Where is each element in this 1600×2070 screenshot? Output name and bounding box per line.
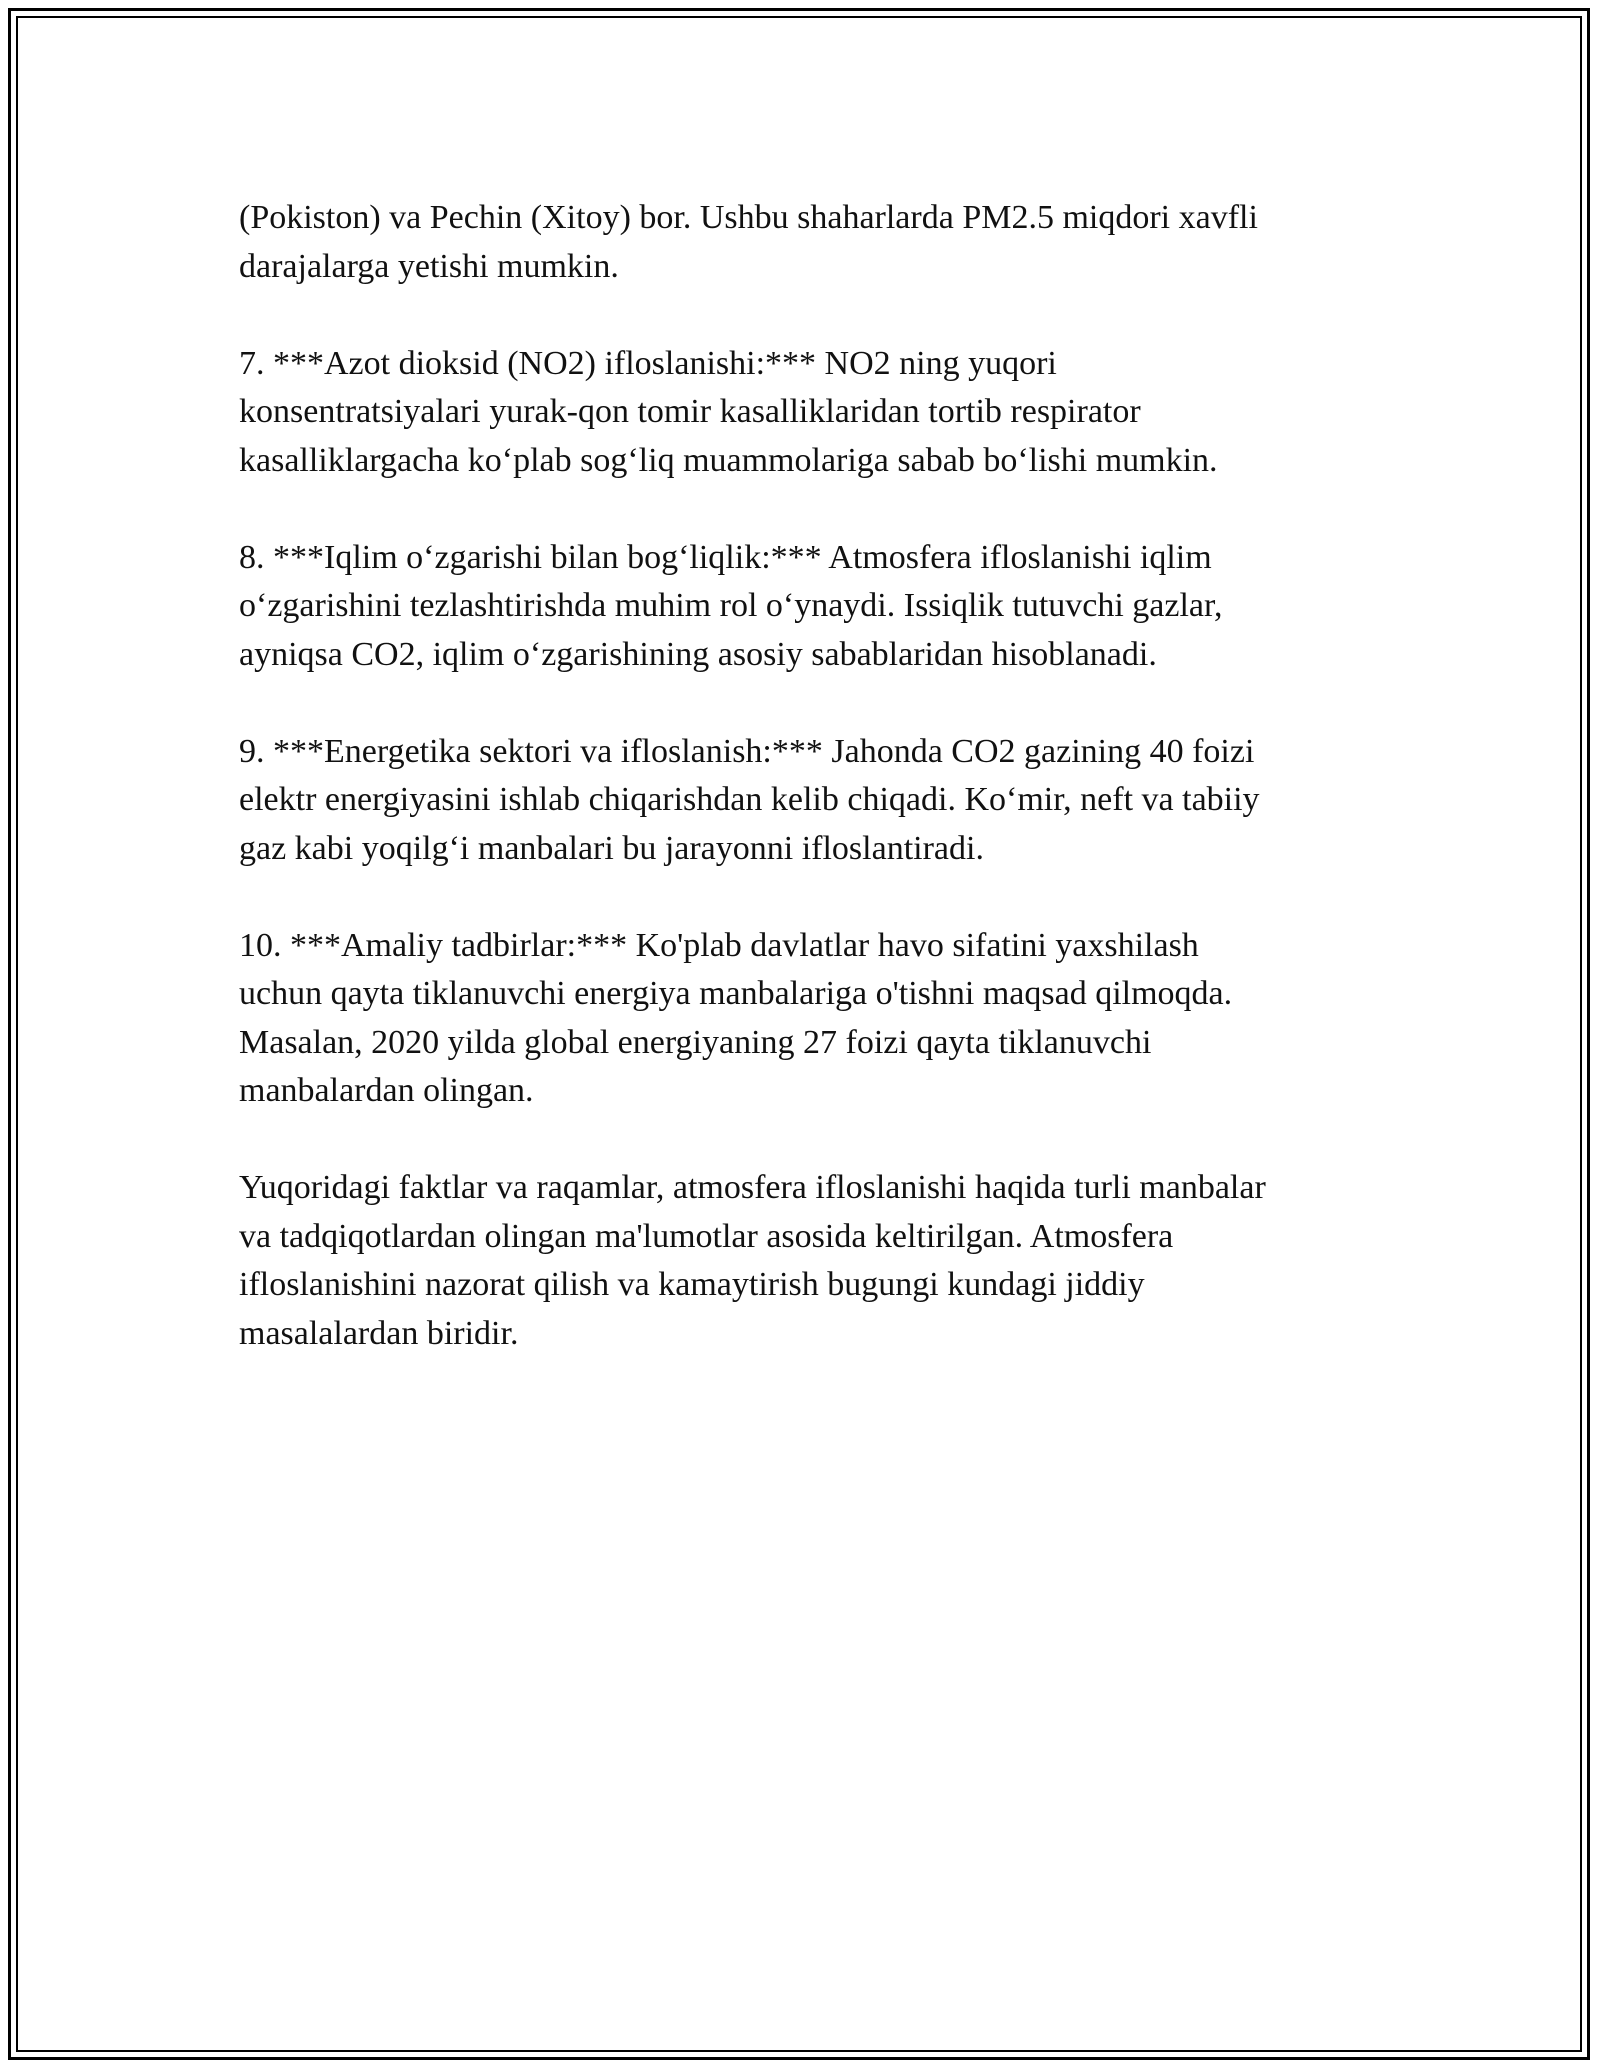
paragraph-intro-continuation (239, 194, 1369, 291)
paragraph-item-10 (239, 922, 1369, 1116)
text-line: elektr energiyasini ishlab chiqarishdan kelib chiqadi. Ko‘mir, neft va tabiiy (239, 781, 1260, 818)
text-line: 9. ***Energetika sektori va ifloslanish:*** Jahonda CO2 gazining 40 foizi (239, 732, 1255, 770)
text-line: va tadqiqotlardan olingan ma'lumotlar asosida keltirilgan. Atmosfera (239, 1217, 1174, 1255)
document-body (239, 194, 1369, 1407)
text-line: o‘zgarishini tezlashtirishda muhim rol o‘ynaydi. Issiqlik tutuvchi gazlar, (239, 587, 1223, 624)
document-page (8, 8, 1590, 2060)
paragraph-item-7 (239, 340, 1369, 486)
text-line: kasalliklargacha ko‘plab sog‘liq muammolariga sabab bo‘lishi mumkin. (239, 441, 1218, 479)
text-line: konsentratsiyalari yurak-qon tomir kasalliklaridan tortib respirator (239, 393, 1141, 430)
text-line: (Pokiston) va Pechin (Xitoy) bor. Ushbu shaharlarda PM2.5 miqdori xavfli (239, 199, 1258, 236)
paragraph-item-9 (239, 728, 1369, 874)
paragraph-conclusion (239, 1164, 1369, 1358)
text-line: masalalardan biridir. (239, 1314, 519, 1352)
paragraph-item-8 (239, 534, 1369, 680)
text-line: Yuqoridagi faktlar va raqamlar, atmosfera ifloslanishi haqida turli manbalar (239, 1169, 1266, 1206)
text-line: Masalan, 2020 yilda global energiyaning 27 foizi qayta tiklanuvchi (239, 1023, 1152, 1061)
text-line: 8. ***Iqlim o‘zgarishi bilan bog‘liqlik:*** Atmosfera ifloslanishi iqlim (239, 538, 1212, 576)
text-line: ayniqsa CO2, iqlim o‘zgarishining asosiy sabablaridan hisoblanadi. (239, 635, 1157, 673)
text-line: uchun qayta tiklanuvchi energiya manbalariga o'tishni maqsad qilmoqda. (239, 975, 1233, 1012)
text-line: 7. ***Azot dioksid (NO2) ifloslanishi:*** NO2 ning yuqori (239, 344, 1057, 382)
text-line: gaz kabi yoqilg‘i manbalari bu jarayonni ifloslantiradi. (239, 829, 984, 867)
text-line: ifloslanishini nazorat qilish va kamaytirish bugungi kundagi jiddiy (239, 1266, 1145, 1303)
text-line: 10. ***Amaliy tadbirlar:*** Ko'plab davlatlar havo sifatini yaxshilash (239, 926, 1199, 964)
text-line: darajalarga yetishi mumkin. (239, 247, 619, 285)
text-line: manbalardan olingan. (239, 1072, 534, 1109)
